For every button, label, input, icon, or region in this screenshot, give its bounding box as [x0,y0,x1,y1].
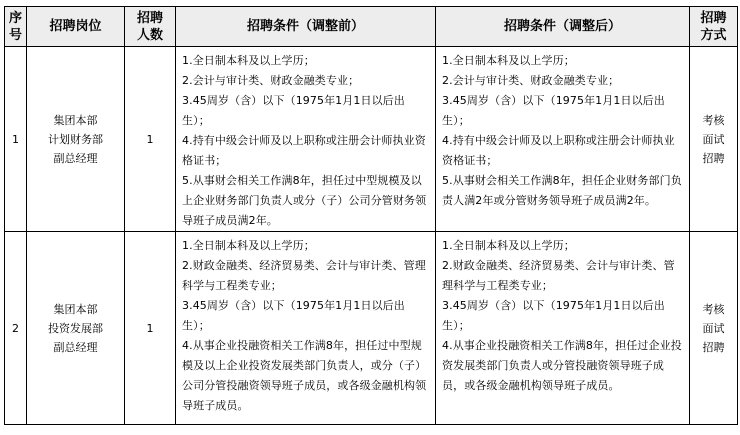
header-method-line1: 招聘 [700,10,727,26]
header-seq-line2: 号 [8,27,22,43]
condition-item: 1.全日制本科及以上学历； [182,54,315,67]
condition-item: 4.从事企业投融资相关工作满8年，担任过企业投资发展类部门负责人或分管投融资领导班子成员，或各级金融机构领导班子成员。 [442,339,682,392]
condition-item: 2.会计与审计类、财政金融类专业； [182,74,360,87]
header-count [125,7,176,47]
condition-item: 1.全日制本科及以上学历； [182,239,315,252]
count-cell: 1 [125,232,176,425]
method-cell [690,232,738,425]
position-line: 集团本部 [53,302,98,316]
recruitment-table [4,6,738,425]
header-method-line2: 方式 [700,27,727,43]
position-line: 计划财务部 [48,132,103,146]
condition-item: 2.会计与审计类、财政金融类专业； [442,74,620,87]
method-cell [690,47,738,232]
conditions-before-cell [176,232,436,425]
conditions-after-cell [436,232,690,425]
position-line: 集团本部 [53,113,98,127]
method-line: 面试 [702,321,725,335]
position-line: 副总经理 [53,151,98,165]
condition-item: 4.从事企业投融资相关工作满8年，担任过中型规模及以上企业投资发展类部门负责人，或分（子）公司分管投融资领导班子成员，或各级金融机构领导班子成员。 [182,339,427,412]
position-line: 副总经理 [53,340,98,354]
method-line: 面试 [702,132,725,146]
condition-item: 3.45周岁（含）以下（1975年1月1日以后出生）； [442,299,665,332]
method-line: 考核 [702,302,725,316]
condition-item: 4.持有中级会计师及以上职称或注册会计师执业资格证书； [182,134,426,167]
header-count-line2: 人数 [136,27,163,43]
condition-item: 2.财政金融类、经济贸易类、会计与审计类、管理科学与工程类专业； [182,259,426,292]
position-cell [27,232,125,425]
position-cell [27,47,125,232]
header-conditions-after: 招聘条件（调整后） [436,7,690,47]
table-row [5,232,738,425]
header-count-line1: 招聘 [136,10,163,26]
seq-cell: 2 [5,232,27,425]
method-line: 招聘 [702,340,725,354]
condition-item: 5.从事财会相关工作满8年，担任过中型规模及以上企业财务部门负责人或分（子）公司分管财务领导班子成员满2年。 [182,174,427,227]
count-cell: 1 [125,47,176,232]
header-seq [5,7,27,47]
condition-item: 2.财政金融类、经济贸易类、会计与审计类、管理科学与工程类专业； [442,259,675,292]
condition-item: 4.持有中级会计师及以上职称或注册会计师执业资格证书； [442,134,675,167]
seq-cell: 1 [5,47,27,232]
condition-item: 1.全日制本科及以上学历； [442,54,575,67]
method-line: 招聘 [702,151,725,165]
method-line: 考核 [702,113,725,127]
condition-item: 5.从事财会相关工作满8年，担任企业财务部门负责人满2年或分管财务领导班子成员满2年。 [442,174,682,207]
conditions-before-cell [176,47,436,232]
condition-item: 1.全日制本科及以上学历； [442,239,575,252]
condition-item: 3.45周岁（含）以下（1975年1月1日以后出生）； [182,94,405,127]
table-row [5,47,738,232]
position-line: 投资发展部 [48,321,103,335]
header-seq-line1: 序 [8,10,22,26]
header-row [5,7,738,47]
header-position: 招聘岗位 [27,7,125,47]
conditions-after-cell [436,47,690,232]
header-conditions-before: 招聘条件（调整前） [176,7,436,47]
condition-item: 3.45周岁（含）以下（1975年1月1日以后出生）； [442,94,665,127]
condition-item: 3.45周岁（含）以下（1975年1月1日以后出生）； [182,299,405,332]
header-method [690,7,738,47]
